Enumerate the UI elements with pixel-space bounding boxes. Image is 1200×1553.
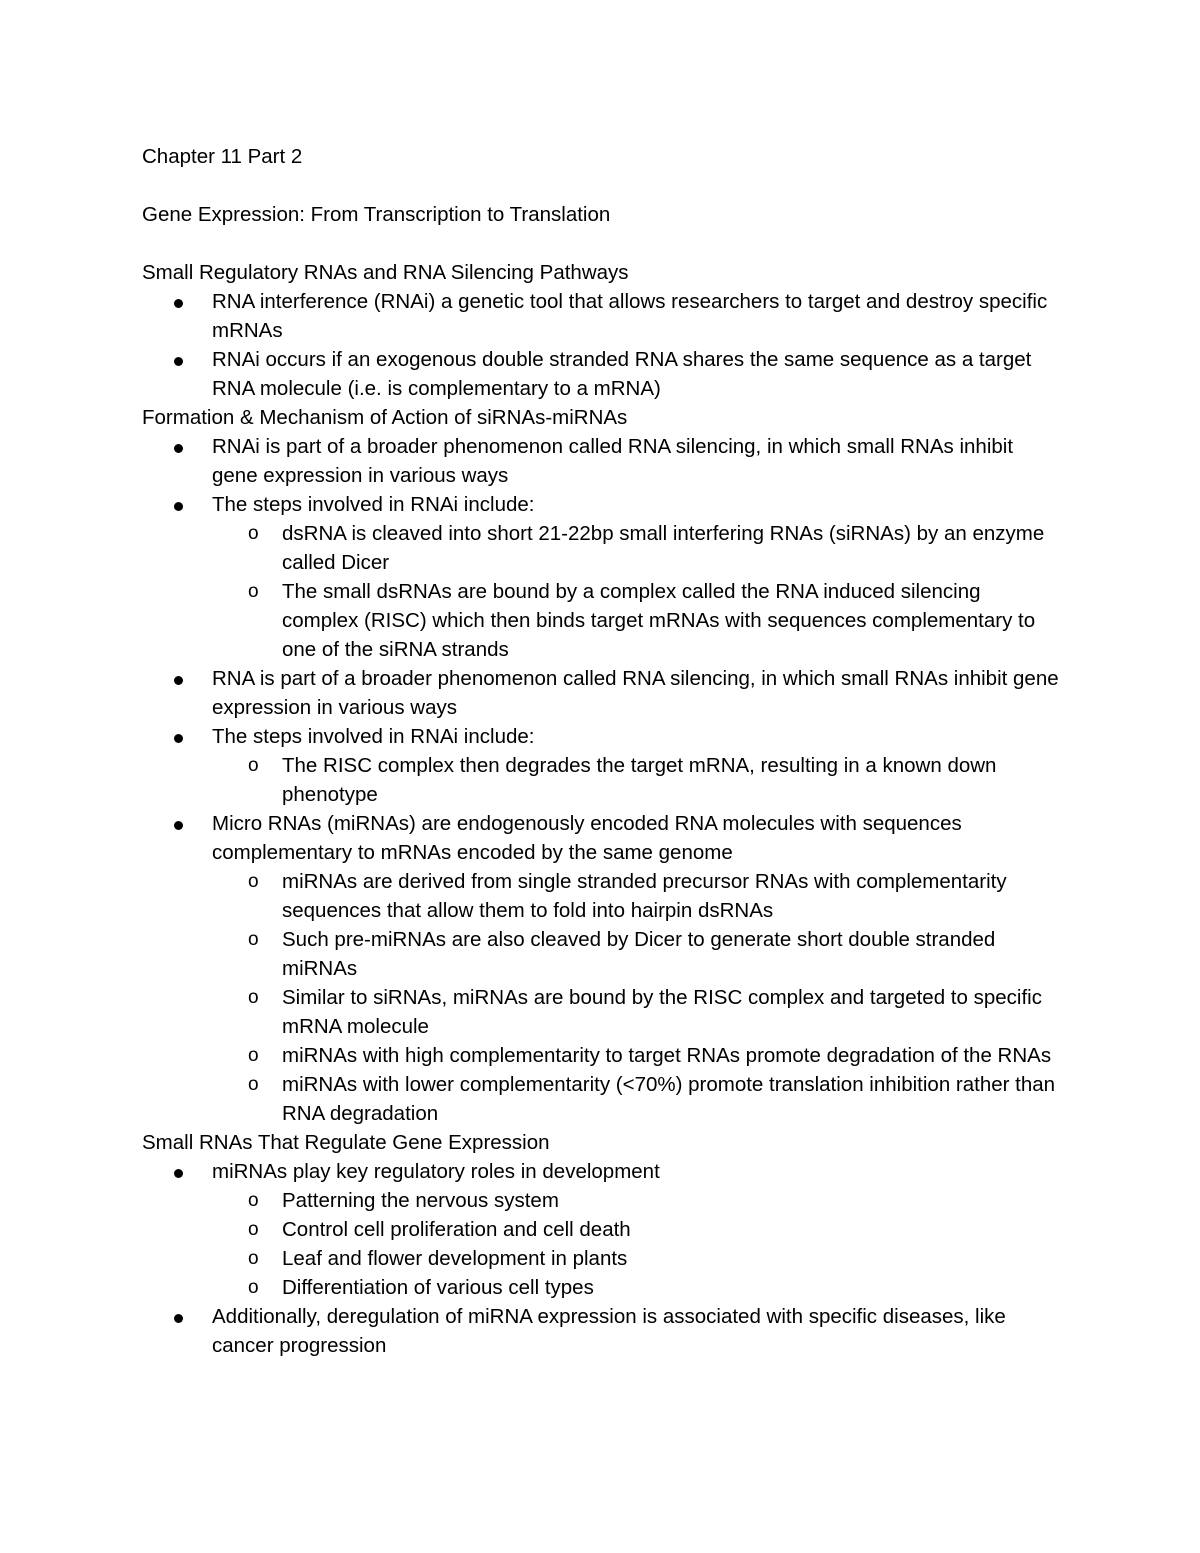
list-item — [142, 345, 1062, 403]
circle-bullet-icon: o — [248, 1219, 259, 1240]
sub-list-item — [142, 1186, 1062, 1215]
sub-list-item — [142, 1244, 1062, 1273]
circle-bullet-icon: o — [248, 1190, 259, 1211]
sub-list-item — [142, 1070, 1062, 1128]
sub-list-item — [142, 925, 1062, 983]
circle-bullet-icon: o — [248, 523, 259, 544]
section-heading: Small Regulatory RNAs and RNA Silencing Pathways — [142, 261, 629, 284]
chapter-title: Chapter 11 Part 2 — [142, 145, 303, 168]
section-heading: Formation & Mechanism of Action of siRNAs-miRNAs — [142, 406, 628, 429]
list-item — [142, 809, 1062, 867]
document-body — [142, 142, 1062, 1360]
document-subtitle: Gene Expression: From Transcription to Translation — [142, 203, 611, 226]
circle-bullet-icon: o — [248, 1074, 259, 1095]
list-item-text: The steps involved in RNAi include: — [212, 493, 535, 516]
sub-list-item — [142, 867, 1062, 925]
list-item — [142, 722, 1062, 751]
list-item-text: Micro RNAs (miRNAs) are endogenously encoded RNA molecules with sequences complementary to mRNAs encoded by the same genome — [212, 812, 962, 864]
bullet-icon — [174, 299, 183, 308]
bullet-list — [142, 432, 1062, 519]
bullet-list — [142, 287, 1062, 403]
list-item — [142, 287, 1062, 345]
sub-bullet-list — [142, 519, 1062, 664]
list-item-text: The steps involved in RNAi include: — [212, 725, 535, 748]
sub-list-item-text: Patterning the nervous system — [282, 1189, 559, 1212]
bullet-icon — [174, 502, 183, 511]
sub-list-item-text: Leaf and flower development in plants — [282, 1247, 628, 1270]
bullet-icon — [174, 357, 183, 366]
bullet-icon — [174, 734, 183, 743]
bullet-list — [142, 1302, 1062, 1360]
bullet-icon — [174, 676, 183, 685]
circle-bullet-icon: o — [248, 929, 259, 950]
bullet-list — [142, 664, 1062, 751]
sub-bullet-list — [142, 751, 1062, 809]
bullet-icon — [174, 1169, 183, 1178]
circle-bullet-icon: o — [248, 1277, 259, 1298]
sub-list-item — [142, 577, 1062, 664]
list-item — [142, 432, 1062, 490]
circle-bullet-icon: o — [248, 1045, 259, 1066]
sub-list-item-text: The RISC complex then degrades the target mRNA, resulting in a known down phenotype — [282, 754, 997, 806]
circle-bullet-icon: o — [248, 987, 259, 1008]
circle-bullet-icon: o — [248, 1248, 259, 1269]
sub-list-item — [142, 1273, 1062, 1302]
sub-list-item-text: Control cell proliferation and cell death — [282, 1218, 631, 1241]
section-heading: Small RNAs That Regulate Gene Expression — [142, 1131, 550, 1154]
list-item-text: RNAi occurs if an exogenous double stranded RNA shares the same sequence as a target RNA molecule (i.e. is complementary to a mRNA) — [212, 348, 1032, 400]
sub-list-item-text: miRNAs with lower complementarity (<70%) promote translation inhibition rather than RNA degradation — [282, 1073, 1056, 1125]
list-item — [142, 1157, 1062, 1186]
sub-list-item — [142, 1041, 1062, 1070]
sub-list-item-text: miRNAs with high complementarity to target RNAs promote degradation of the RNAs — [282, 1044, 1052, 1067]
bullet-icon — [174, 821, 183, 830]
list-item-text: RNAi is part of a broader phenomenon called RNA silencing, in which small RNAs inhibit gene expression in various ways — [212, 435, 1014, 487]
list-item-text: RNA is part of a broader phenomenon called RNA silencing, in which small RNAs inhibit gene expression in various ways — [212, 667, 1059, 719]
bullet-list — [142, 809, 1062, 867]
sub-list-item — [142, 983, 1062, 1041]
circle-bullet-icon: o — [248, 581, 259, 602]
sub-list-item-text: Such pre-miRNAs are also cleaved by Dicer to generate short double stranded miRNAs — [282, 928, 996, 980]
circle-bullet-icon: o — [248, 755, 259, 776]
sub-list-item-text: miRNAs are derived from single stranded precursor RNAs with complementarity sequences that allow them to fold into hairpin dsRNAs — [282, 870, 1007, 922]
bullet-icon — [174, 1314, 183, 1323]
bullet-icon — [174, 444, 183, 453]
spacer — [142, 171, 1062, 200]
sub-bullet-list — [142, 1186, 1062, 1302]
spacer — [142, 229, 1062, 258]
list-item — [142, 1302, 1062, 1360]
list-item-text: RNA interference (RNAi) a genetic tool that allows researchers to target and destroy specific mRNAs — [212, 290, 1048, 342]
list-item-text: miRNAs play key regulatory roles in development — [212, 1160, 660, 1183]
list-item — [142, 490, 1062, 519]
sub-list-item — [142, 519, 1062, 577]
sub-list-item — [142, 751, 1062, 809]
bullet-list — [142, 1157, 1062, 1186]
list-item-text: Additionally, deregulation of miRNA expression is associated with specific diseases, like cancer progression — [212, 1305, 1006, 1357]
sub-list-item-text: Differentiation of various cell types — [282, 1276, 594, 1299]
circle-bullet-icon: o — [248, 871, 259, 892]
sub-list-item-text: The small dsRNAs are bound by a complex called the RNA induced silencing complex (RISC) which then binds target mRNAs with sequences complementary to one of the siRNA strands — [282, 580, 1036, 661]
sub-list-item — [142, 1215, 1062, 1244]
sub-list-item-text: dsRNA is cleaved into short 21-22bp small interfering RNAs (siRNAs) by an enzyme called Dicer — [282, 522, 1045, 574]
list-item — [142, 664, 1062, 722]
sub-bullet-list — [142, 867, 1062, 1128]
sub-list-item-text: Similar to siRNAs, miRNAs are bound by the RISC complex and targeted to specific mRNA molecule — [282, 986, 1042, 1038]
